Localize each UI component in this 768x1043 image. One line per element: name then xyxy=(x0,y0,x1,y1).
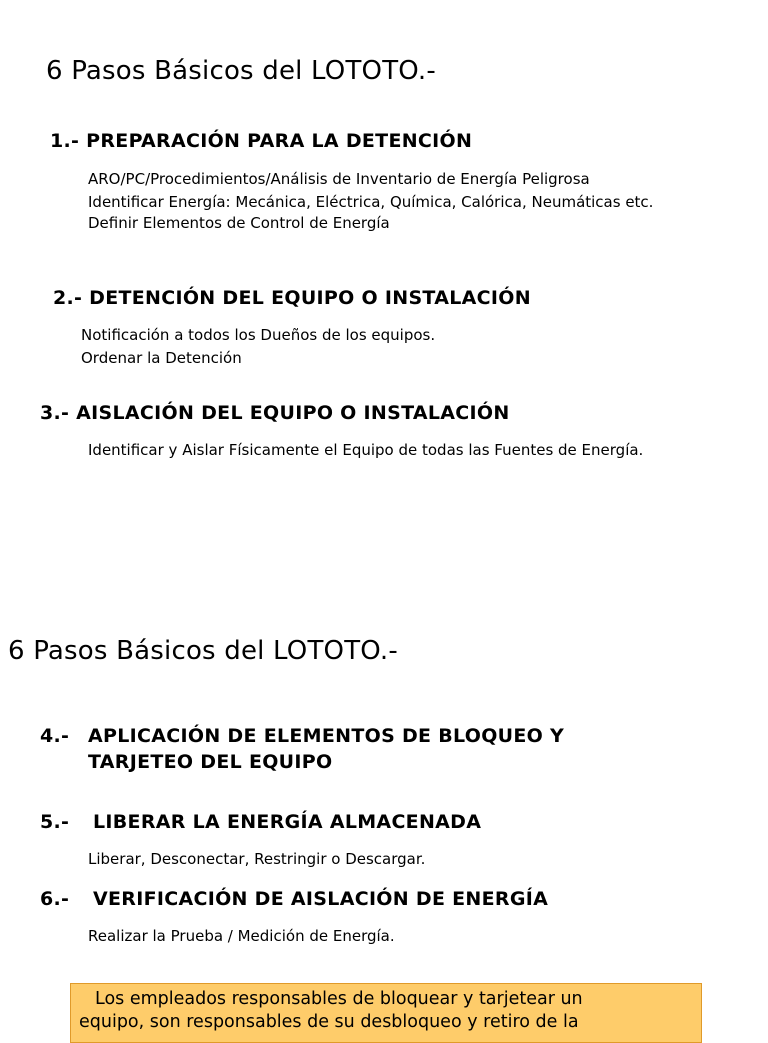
step1-line-2: Identificar Energía: Mecánica, Eléctrica, Química, Calórica, Neumáticas etc. xyxy=(88,193,654,211)
note-line-1: Los empleados responsables de bloquear y tarjetear un xyxy=(95,989,583,1009)
step6-number: 6.- xyxy=(40,888,70,910)
slide1-title: 6 Pasos Básicos del LOTOTO.- xyxy=(46,56,436,86)
step3-line-1: Identificar y Aislar Físicamente el Equipo de todas las Fuentes de Energía. xyxy=(88,441,644,459)
slide2-title: 6 Pasos Básicos del LOTOTO.- xyxy=(8,636,398,666)
step1-heading: 1.- PREPARACIÓN PARA LA DETENCIÓN xyxy=(50,130,473,152)
step1-line-3: Definir Elementos de Control de Energía xyxy=(88,214,390,232)
step4-heading-line-2: TARJETEO DEL EQUIPO xyxy=(88,751,333,773)
step3-heading: 3.- AISLACIÓN DEL EQUIPO O INSTALACIÓN xyxy=(40,402,510,424)
step4-heading-line-1: APLICACIÓN DE ELEMENTOS DE BLOQUEO Y xyxy=(88,725,565,747)
step5-line: Liberar, Desconectar, Restringir o Descargar. xyxy=(88,850,426,868)
step2-line-2: Ordenar la Detención xyxy=(81,349,242,367)
step1-line-1: ARO/PC/Procedimientos/Análisis de Inventario de Energía Peligrosa xyxy=(88,170,590,188)
step5-heading: LIBERAR LA ENERGÍA ALMACENADA xyxy=(93,811,482,833)
step6-line: Realizar la Prueba / Medición de Energía. xyxy=(88,927,395,945)
step2-heading: 2.- DETENCIÓN DEL EQUIPO O INSTALACIÓN xyxy=(53,287,531,309)
step6-heading: VERIFICACIÓN DE AISLACIÓN DE ENERGÍA xyxy=(93,888,549,910)
warning-note-box xyxy=(70,983,702,1043)
note-line-2: equipo, son responsables de su desbloqueo y retiro de la xyxy=(79,1012,579,1032)
step2-line-1: Notificación a todos los Dueños de los equipos. xyxy=(81,326,436,344)
step5-number: 5.- xyxy=(40,811,70,833)
step4-number: 4.- xyxy=(40,725,70,747)
